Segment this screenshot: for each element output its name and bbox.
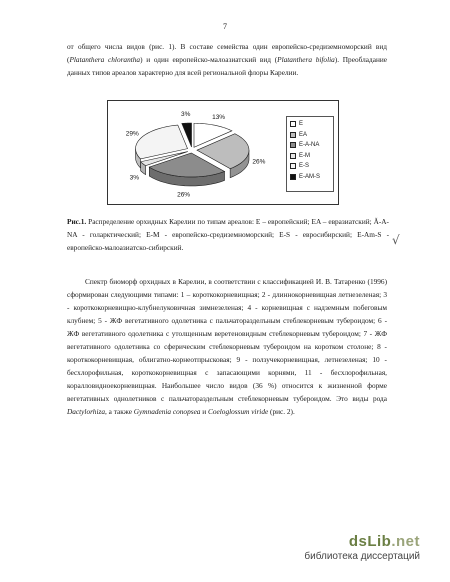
legend-item-e-a-na bbox=[290, 140, 333, 151]
brand-tld: .net bbox=[391, 533, 420, 550]
legend-swatch bbox=[290, 153, 296, 159]
paragraph-1 bbox=[67, 40, 387, 79]
legend-label: E-AM-S bbox=[299, 173, 320, 180]
species-name-coeloglossum: Coeloglossum viride bbox=[208, 407, 269, 416]
brand-subtitle: библиотека диссертаций bbox=[304, 551, 420, 562]
legend-swatch bbox=[290, 121, 296, 127]
legend-label: E-S bbox=[299, 163, 310, 170]
legend-item-ea bbox=[290, 130, 333, 141]
figure-caption bbox=[67, 215, 389, 254]
footer-brand[interactable] bbox=[304, 533, 420, 562]
figure-caption-label: Рис.1. bbox=[67, 217, 87, 226]
legend-label: E-A-NA bbox=[299, 142, 320, 149]
paragraph-2-text-3: и bbox=[200, 407, 209, 416]
pie-data-label-e-am-s: 3% bbox=[180, 111, 191, 119]
brand-logo-text[interactable] bbox=[304, 533, 420, 550]
pie-data-label-e-a-na: 26% bbox=[177, 191, 191, 199]
legend-item-e-s bbox=[290, 161, 333, 172]
page-number: 7 bbox=[223, 22, 227, 31]
paragraph-2-text-1: Спектр биоморф орхидных в Карелии, в соответствии с классификацией И. В. Татаренко (1996) сформирован следующими типами: 1 – короткокорневищная; 2 - длиннокорневищная летнезеленая; 3 - короткокорневищно-клубнелуковичная зимнезеленая; 4 - корневищная с надземным побеговым клубнем; 5 - ЖФ вегетативного одолетника с пальчаторазделъным стеблекорневым туберoидом; 6 - ЖФ вегетативного одолетника с утолщенным веретеновидным стеблекорневым туберoидом; 7 - ЖФ вегетативного одолетника со сферическим стеблекорневым туберoидом на коротком столоне; 8 - короткокорневищная, облигатно-корнеотпрысковая; 9 - ползучекорневищная, летнезеленая; 10 - бесхлорофильная, короткокорневищная с запасающими корнями, 11 - бесхлорофильная, коралловидноекорневищная. Наибольшее число видов (36 %) относится к жизненной форме вегетативных однолетников с пальчаторазделъным стеблекорневым тубероидом. Это виды рода bbox=[67, 277, 387, 403]
brand-name: dsLib bbox=[348, 533, 392, 550]
species-name-bifolia: Platanthera bifolia bbox=[277, 55, 335, 64]
chart-legend bbox=[286, 116, 334, 192]
paragraph-1-text-2: ) и один европейско-малоазиатский вид ( bbox=[140, 55, 278, 64]
pie-data-label-e-m: 3% bbox=[129, 174, 140, 182]
pie-data-label-ea: 26% bbox=[252, 158, 266, 166]
pie-data-label-e: 13% bbox=[212, 114, 226, 121]
legend-item-e-m bbox=[290, 151, 333, 162]
species-name-chlorantha: Platanthera chlorantha bbox=[69, 55, 141, 64]
legend-swatch bbox=[290, 174, 296, 180]
legend-label: E bbox=[299, 121, 304, 128]
legend-swatch bbox=[290, 163, 296, 169]
paragraph-2-text-4: (рис. 2). bbox=[268, 407, 295, 416]
paragraph-1-text-1: от общего числа видов (рис. 1). В составе семейства один европейско-средиземноморский вид ( bbox=[67, 42, 387, 64]
figure-caption-text: Распределение орхидных Карелии по типам ареалов: E – европейский; EA – евразиатский; Ă-A-NA - голарктический; E-M - европейско-средиземноморский; E-S - евросибирский; E-Am-S - европейско-малоазиатско-сибирский. bbox=[67, 217, 389, 252]
legend-swatch bbox=[290, 142, 296, 148]
legend-item-e bbox=[290, 119, 333, 130]
handwritten-check-mark: √ bbox=[392, 233, 400, 247]
pie-chart bbox=[107, 100, 339, 205]
pie-data-label-e-s: 29% bbox=[125, 130, 139, 138]
legend-label: EA bbox=[299, 131, 308, 138]
legend-label: E-M bbox=[299, 152, 310, 159]
legend-item-e-am-s bbox=[290, 172, 333, 183]
paragraph-2-text-2: , а также bbox=[104, 407, 134, 416]
genus-name-dactylorhiza: Dactylorhiza bbox=[67, 407, 105, 416]
paragraph-1-text-3: ). Преобладание данных типов ареалов характерно для всей региональной флоры Карелии. bbox=[67, 55, 387, 77]
legend-swatch bbox=[290, 132, 296, 138]
species-name-gymnadenia: Gymnadenia conopsea bbox=[133, 407, 201, 416]
paragraph-2 bbox=[67, 275, 387, 418]
